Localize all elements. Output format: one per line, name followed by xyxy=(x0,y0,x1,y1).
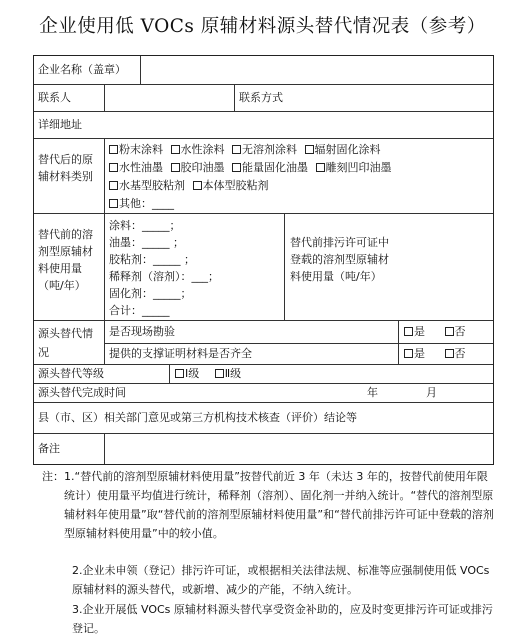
site-survey-options xyxy=(404,323,466,340)
option-level-2: Ⅱ级 xyxy=(224,367,242,380)
replacement-level-label: 源头替代等级 xyxy=(38,367,104,380)
usage-item-coating: 涂料：_____； xyxy=(109,219,181,232)
row-divider xyxy=(34,138,493,139)
no-label: 否 xyxy=(454,325,466,338)
row-divider xyxy=(34,433,493,434)
material-options-other xyxy=(109,195,174,212)
option-water-based-adhesive: 水基型胶粘剂 xyxy=(119,179,185,192)
col-divider xyxy=(169,364,170,383)
contact-method-label: 联系方式 xyxy=(239,91,283,104)
option-energy-curing-ink: 能量固化油墨 xyxy=(242,161,308,174)
level-options xyxy=(175,365,241,382)
usage-item-total: 合计：_____ xyxy=(109,304,170,317)
option-waterborne-ink: 水性油墨 xyxy=(119,161,163,174)
notes-prefix: 注： xyxy=(42,470,64,483)
option-level-1: Ⅰ级 xyxy=(185,367,200,380)
checkbox[interactable] xyxy=(171,163,180,172)
replacement-form-table xyxy=(33,55,494,465)
option-powder-coating: 粉末涂料 xyxy=(119,143,163,156)
checkbox[interactable] xyxy=(232,145,241,154)
option-engraving-gravure-ink: 雕刻凹印油墨 xyxy=(325,161,392,174)
year-label: 年 xyxy=(367,386,378,399)
col-divider xyxy=(140,56,141,84)
material-options-line1 xyxy=(109,141,381,158)
col-divider xyxy=(284,213,285,320)
row-divider xyxy=(34,84,493,85)
option-waterborne-coating: 水性涂料 xyxy=(180,143,225,156)
replaced-material-type-label: 替代后的原辅材料类别 xyxy=(38,153,93,183)
checkbox[interactable] xyxy=(445,327,454,336)
option-offset-ink: 胶印油墨 xyxy=(180,161,225,174)
col-divider xyxy=(234,84,235,111)
checkbox[interactable] xyxy=(109,163,118,172)
checkbox[interactable] xyxy=(109,145,118,154)
support-docs-options xyxy=(404,345,466,362)
contact-person-label: 联系人 xyxy=(38,91,71,104)
usage-item-adhesive: 胶粘剂：_____ ； xyxy=(109,253,195,266)
note-3: 3.企业开展低 VOCs 原辅材料源头替代享受资金补助的，应及时变更排污许可证或排污登记。 xyxy=(72,603,493,635)
completion-time-label: 源头替代完成时间 xyxy=(38,386,126,399)
checkbox[interactable] xyxy=(215,369,224,378)
row-divider xyxy=(104,343,493,344)
option-radiation-curing-coating: 辐射固化涂料 xyxy=(314,143,381,156)
col-divider xyxy=(104,84,105,111)
page-title: 企业使用低 VOCs 原辅材料源头替代情况表（参考） xyxy=(39,16,486,37)
checkbox[interactable] xyxy=(232,163,241,172)
note-2: 2.企业未申领（登记）排污许可证，或根据相关法律法规、标准等应强制使用低 VOCs 原辅材料的源头替代，或新增、减少的产能，不纳入统计。 xyxy=(72,564,490,596)
note-1: 1.“替代前的溶剂型原辅材料使用量”按替代前近 3 年（未达 3 年的，按替代前使用年限统计）使用量平均值进行统计，稀释剂（溶剂）、固化剂一并纳入统计。“替代的溶剂型原辅材料年使用量”取“替代前的溶剂型原辅材料使用量”和“替代前排污许可证中登载的溶剂型原辅材料使用量”中的较小值。 xyxy=(64,470,494,540)
checkbox[interactable] xyxy=(404,349,413,358)
remarks-label: 备注 xyxy=(38,442,60,455)
material-options-line3 xyxy=(109,177,269,194)
checkbox[interactable] xyxy=(404,327,413,336)
checkbox[interactable] xyxy=(171,145,180,154)
col-divider xyxy=(104,433,105,464)
row-divider xyxy=(34,320,493,321)
usage-item-curing-agent: 固化剂：_____； xyxy=(109,287,192,300)
support-docs-label: 提供的支撑证明材料是否齐全 xyxy=(109,347,252,360)
usage-item-ink: 油墨：_____ ； xyxy=(109,236,184,249)
yes-label: 是 xyxy=(414,325,425,338)
option-bulk-adhesive: 本体型胶粘剂 xyxy=(202,179,269,192)
yes-label: 是 xyxy=(414,347,425,360)
company-name-label: 企业名称（盖章） xyxy=(38,63,126,76)
county-opinion-label: 县（市、区）相关部门意见或第三方机构技术核查（评价）结论等 xyxy=(38,411,357,424)
row-divider xyxy=(34,402,493,403)
usage-before-label: 替代前的溶剂型原辅材料使用量（吨/年） xyxy=(38,228,93,292)
row-divider xyxy=(34,111,493,112)
checkbox[interactable] xyxy=(305,145,314,154)
month-label: 月 xyxy=(426,386,437,399)
checkbox[interactable] xyxy=(316,163,325,172)
checkbox[interactable] xyxy=(109,199,118,208)
col-divider xyxy=(398,320,399,364)
col-divider xyxy=(104,138,105,364)
checkbox[interactable] xyxy=(193,181,202,190)
no-label: 否 xyxy=(454,347,466,360)
checkbox[interactable] xyxy=(175,369,184,378)
usage-item-diluent: 稀释剂（溶剂）：___； xyxy=(109,270,219,283)
row-divider xyxy=(34,213,493,214)
checkbox[interactable] xyxy=(445,349,454,358)
option-other: 其他：____ xyxy=(119,197,174,210)
option-solventless-coating: 无溶剂涂料 xyxy=(242,143,297,156)
source-replacement-label: 源头替代情况 xyxy=(38,327,93,359)
checkbox[interactable] xyxy=(109,181,118,190)
permit-usage-label: 替代前排污许可证中登载的溶剂型原辅材料使用量（吨/年） xyxy=(290,236,389,283)
material-options-line2 xyxy=(109,159,392,176)
site-survey-label: 是否现场勘验 xyxy=(109,325,175,338)
address-label: 详细地址 xyxy=(38,118,82,131)
